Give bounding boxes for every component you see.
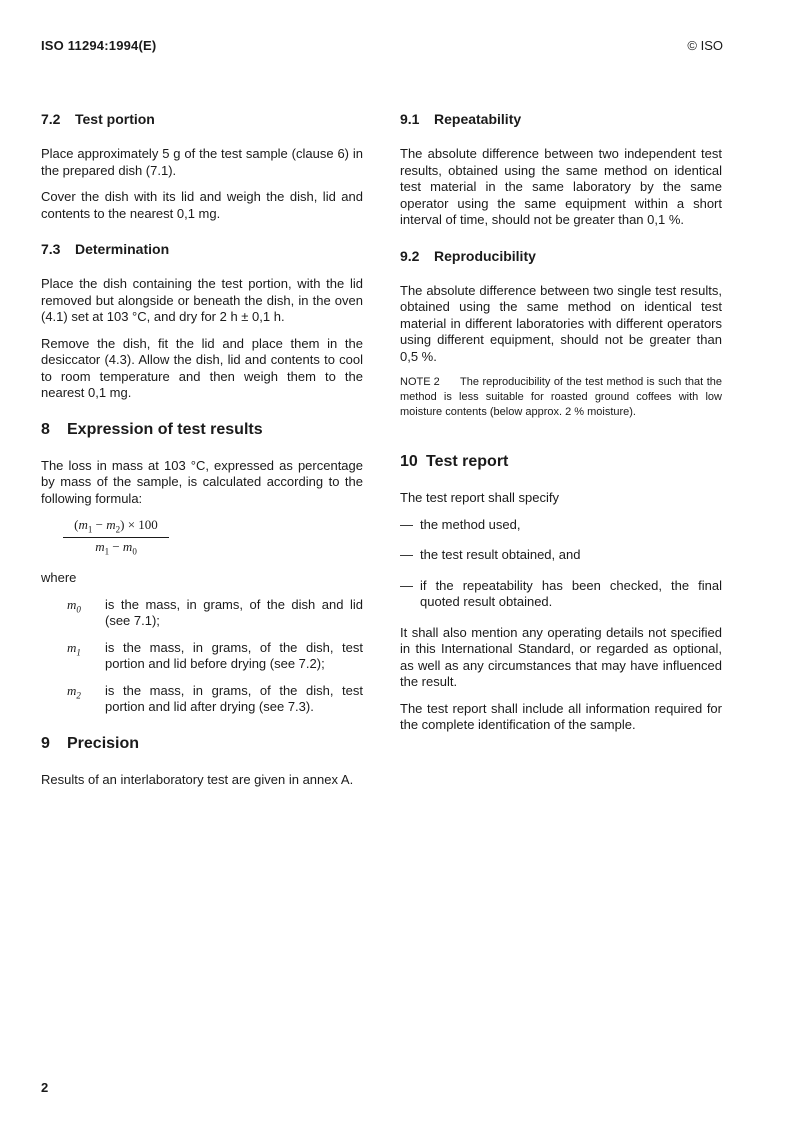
heading-9-2 bbox=[400, 247, 722, 265]
heading-7-3 bbox=[41, 240, 363, 258]
section-number: 7.2 bbox=[41, 111, 61, 127]
section-title: Repeatability bbox=[434, 111, 522, 127]
list-item-text: if the repeatability has been checked, the final quoted result obtained. bbox=[420, 577, 722, 609]
list-item-text: the method used, bbox=[420, 516, 521, 532]
note-text: The reproducibility of the test method is such that the method is less suitable for roasted ground coffees with low moisture contents (below approx. 2 % moisture). bbox=[400, 376, 722, 418]
paragraph: Remove the dish, fit the lid and place them in the desiccator (4.3). Allow the dish, lid and contents to cool to room temperature and then weigh them to the nearest 0,1 mg. bbox=[41, 335, 363, 400]
symbol: $m_0$ bbox=[67, 596, 81, 615]
section-number: 8 bbox=[41, 420, 50, 438]
section-title: Test portion bbox=[75, 111, 155, 127]
symbol: $m_1$ bbox=[67, 639, 81, 658]
note-label: NOTE 2 bbox=[400, 376, 440, 388]
heading-10 bbox=[400, 452, 722, 472]
symbol-definition: is the mass, in grams, of the dish, test portion and lid after drying (see 7.3). bbox=[105, 682, 363, 715]
paragraph: Results of an interlaboratory test are given in annex A. bbox=[41, 771, 354, 787]
dash-bullet: — bbox=[400, 577, 413, 593]
section-number: 7.3 bbox=[41, 241, 61, 257]
symbol-definition: is the mass, in grams, of the dish and lid (see 7.1); bbox=[105, 596, 363, 629]
symbol-item bbox=[41, 640, 363, 673]
page-number: 2 bbox=[41, 1080, 49, 1095]
symbol-item bbox=[41, 597, 363, 630]
paragraph: The absolute difference between two independent test results, obtained using the same method on identical test material in the same laboratory by the same operator using the same equipment within a short interval of time, should not be greater than 0,1 %. bbox=[400, 146, 722, 227]
formula-denominator: $m_1 - m_0$ bbox=[95, 538, 137, 557]
list-item bbox=[400, 578, 722, 611]
heading-9 bbox=[41, 734, 363, 754]
formula-numerator: $(m_1 - m_2) \times 100$ bbox=[63, 517, 169, 538]
section-title: Determination bbox=[75, 241, 170, 257]
list-item-text: the test result obtained, and bbox=[420, 547, 581, 562]
document-code: ISO 11294:1994(E) bbox=[41, 38, 157, 53]
heading-7-2 bbox=[41, 110, 363, 128]
copyright-mark: © ISO bbox=[687, 38, 723, 53]
formula bbox=[63, 517, 169, 556]
paragraph: Cover the dish with its lid and weigh the dish, lid and contents to the nearest 0,1 mg. bbox=[41, 189, 363, 221]
dash-bullet: — bbox=[400, 516, 413, 532]
symbol-item bbox=[41, 683, 363, 716]
section-number: 10 bbox=[400, 453, 418, 470]
section-number: 9.2 bbox=[400, 247, 420, 264]
heading-9-1 bbox=[400, 110, 722, 128]
paragraph: Place approximately 5 g of the test sample (clause 6) in the prepared dish (7.1). bbox=[41, 146, 363, 178]
dash-bullet: — bbox=[400, 547, 413, 562]
symbol-definition: is the mass, in grams, of the dish, test portion and lid before drying (see 7.2); bbox=[105, 639, 363, 672]
list-item bbox=[400, 547, 722, 564]
note bbox=[400, 375, 722, 420]
section-title: Precision bbox=[67, 734, 140, 752]
section-number: 9 bbox=[41, 734, 50, 752]
symbol-list bbox=[41, 597, 363, 716]
symbol: $m_2$ bbox=[67, 682, 81, 701]
section-title: Test report bbox=[426, 453, 509, 470]
paragraph: The test report shall specify bbox=[400, 490, 559, 505]
paragraph: Place the dish containing the test portion, with the lid removed but alongside or beneath the dish, in the oven (4.1) set at 103 °C, and dry for 2 h ± 0,1 h. bbox=[41, 276, 363, 324]
section-number: 9.1 bbox=[400, 111, 420, 127]
paragraph: The absolute difference between two single test results, obtained using the same method on identical test material in different laboratories with different operators using different equipment, should not be greater than 0,5 %. bbox=[400, 282, 722, 364]
list-item bbox=[400, 517, 722, 534]
where-label: where bbox=[41, 570, 77, 586]
paragraph: It shall also mention any operating details not specified in this International Standard, or regarded as optional, as well as any circumstances that may have influenced the result. bbox=[400, 624, 722, 689]
section-title: Expression of test results bbox=[67, 420, 263, 438]
section-title: Reproducibility bbox=[434, 247, 536, 264]
paragraph: The loss in mass at 103 °C, expressed as percentage by mass of the sample, is calculated according to the following formula: bbox=[41, 457, 363, 506]
right-column bbox=[400, 110, 722, 744]
paragraph: The test report shall include all information required for the complete identification of the sample. bbox=[400, 700, 722, 732]
heading-8 bbox=[41, 420, 363, 440]
left-column bbox=[41, 110, 363, 798]
